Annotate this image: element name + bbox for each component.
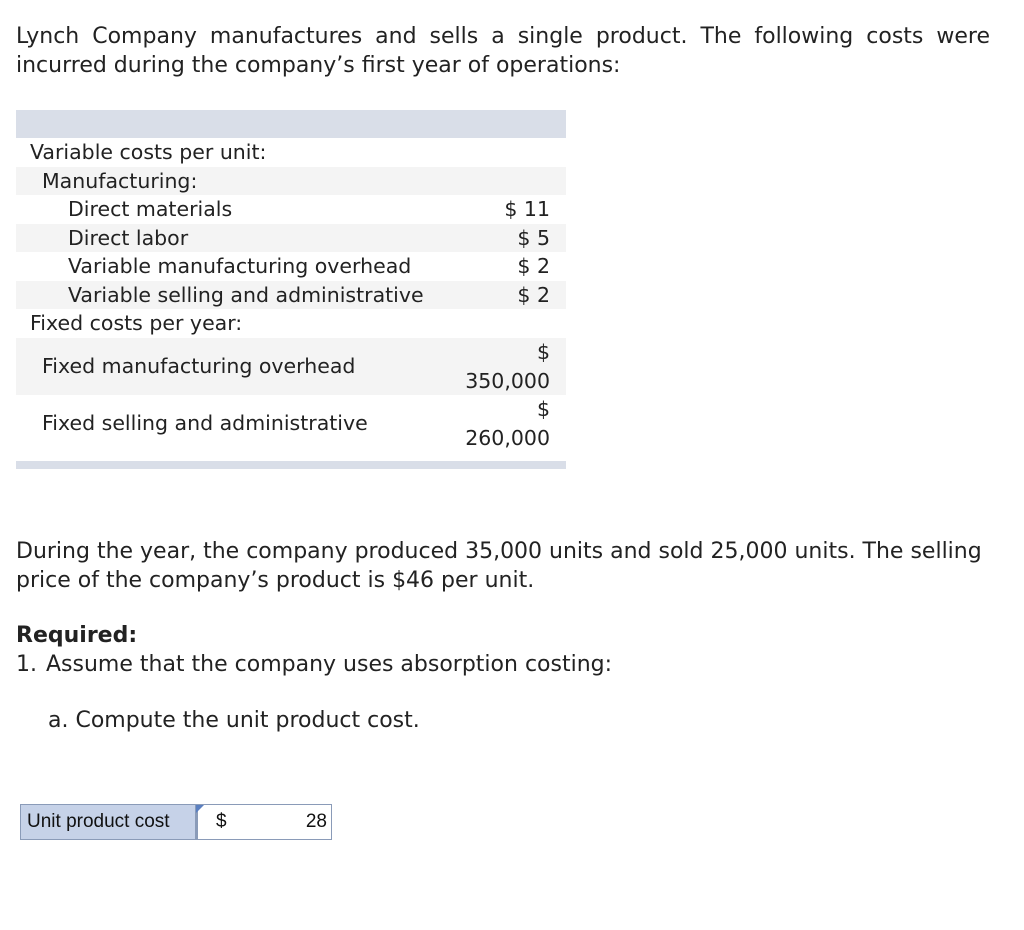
problem-intro: Lynch Company manufactures and sells a single product. The following costs were incurred during the company’s first year of operations: xyxy=(16,24,990,78)
direct-materials-label: Direct materials xyxy=(68,197,233,221)
manufacturing-heading: Manufacturing: xyxy=(42,168,198,193)
table-footer-bar xyxy=(16,461,566,469)
requirement-item xyxy=(16,650,612,679)
fixed-selling-admin-amount xyxy=(465,395,550,453)
answer-value[interactable]: 28 xyxy=(305,811,327,832)
table-row xyxy=(16,167,566,196)
direct-labor-label: Direct labor xyxy=(68,225,189,250)
amount-value: 260,000 xyxy=(465,425,550,450)
direct-labor-amount: $ 5 xyxy=(517,225,550,250)
currency-symbol: $ xyxy=(216,811,227,832)
table-row xyxy=(16,309,566,338)
table-row xyxy=(16,338,566,395)
fixed-mfg-overhead-amount xyxy=(465,338,550,396)
requirement-sub-item: a. Compute the unit product cost. xyxy=(48,708,420,733)
variable-mfg-overhead-label: Variable manufacturing overhead xyxy=(68,254,412,278)
field-marker-icon xyxy=(196,805,204,813)
fixed-selling-admin-label: Fixed selling and administrative xyxy=(42,410,368,435)
table-row xyxy=(16,224,566,253)
table-row xyxy=(16,395,566,452)
currency-symbol: $ xyxy=(536,339,550,364)
variable-selling-admin-amount: $ 2 xyxy=(517,282,550,307)
variable-mfg-overhead-amount: $ 2 xyxy=(517,254,550,278)
required-heading: Required: xyxy=(16,623,138,648)
fixed-costs-heading: Fixed costs per year: xyxy=(30,311,243,335)
table-row xyxy=(16,138,566,167)
table-row xyxy=(16,281,566,310)
currency-symbol: $ xyxy=(536,396,550,421)
table-row xyxy=(16,195,566,224)
cost-table xyxy=(16,110,566,469)
variable-costs-heading: Variable costs per unit: xyxy=(30,140,267,164)
direct-materials-amount: $ 11 xyxy=(504,197,550,221)
answer-label: Unit product cost xyxy=(20,804,196,840)
table-header-bar xyxy=(16,110,566,138)
variable-selling-admin-label: Variable selling and administrative xyxy=(68,282,424,307)
table-row xyxy=(16,252,566,281)
requirement-text: Assume that the company uses absorption costing: xyxy=(46,652,613,677)
requirement-number: 1. xyxy=(16,652,37,677)
fixed-mfg-overhead-label: Fixed manufacturing overhead xyxy=(42,353,356,378)
production-narrative: During the year, the company produced 35,000 units and sold 25,000 units. The selling price of the company’s product is $46 per unit. xyxy=(16,539,982,593)
unit-product-cost-input[interactable] xyxy=(196,804,332,840)
amount-value: 350,000 xyxy=(465,368,550,393)
unit-product-cost-answer xyxy=(20,804,332,840)
